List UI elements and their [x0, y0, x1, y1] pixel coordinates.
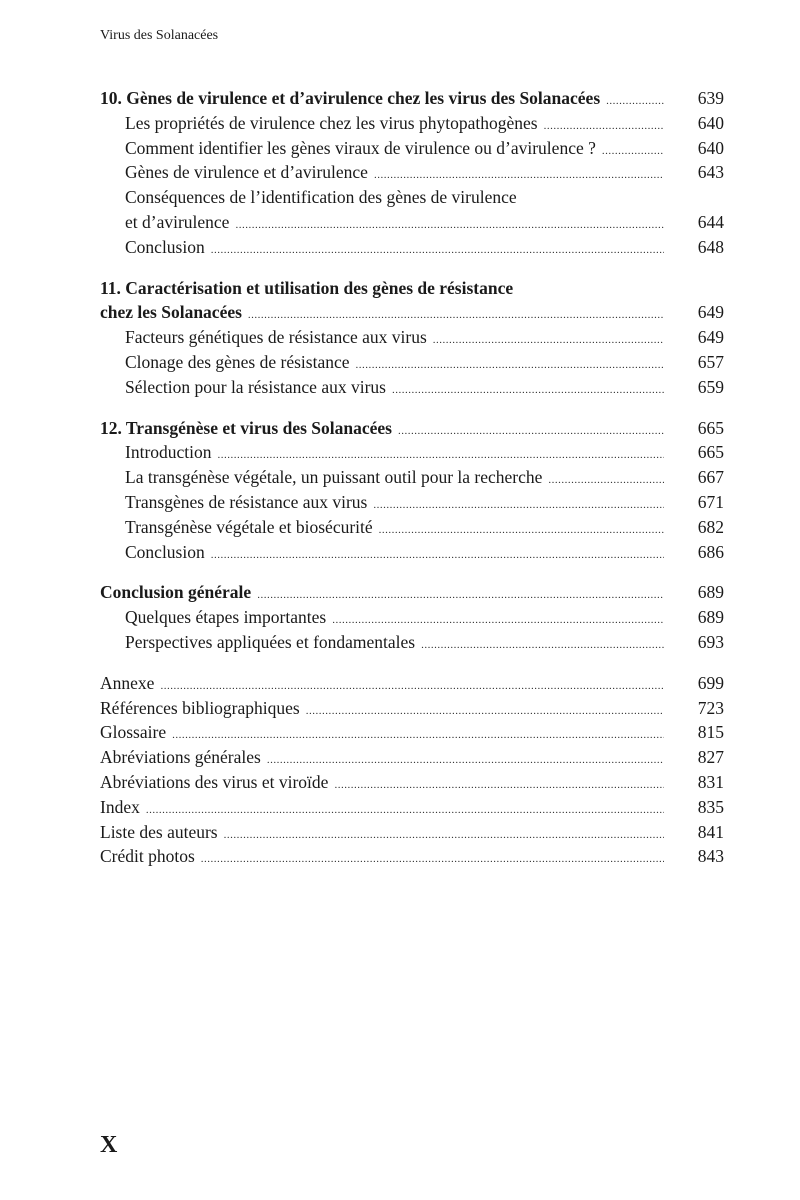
toc-heading[interactable]: [100, 416, 724, 441]
toc-heading[interactable]: [100, 86, 724, 111]
toc-back-entry[interactable]: [100, 770, 724, 795]
dot-leader: [235, 213, 664, 238]
dot-leader: [356, 353, 664, 378]
dot-leader: [379, 518, 664, 543]
toc-page-number: 689: [697, 582, 724, 603]
dot-leader: [548, 468, 664, 493]
toc-page-number: 693: [697, 631, 724, 652]
toc-heading-title-continued: chez les Solanacées: [100, 302, 242, 323]
toc-entry-title: Crédit photos: [100, 846, 195, 867]
toc-entry-title: Gènes de virulence et d’avirulence: [125, 162, 368, 183]
toc-entry-title: La transgénèse végétale, un puissant outil pour la recherche: [125, 467, 543, 488]
toc-page-number: 689: [697, 607, 724, 628]
toc-entry[interactable]: [100, 325, 724, 350]
toc-entry-title: Glossaire: [100, 722, 167, 743]
toc-heading-line2[interactable]: [100, 300, 724, 325]
toc-entry-title: Liste des auteurs: [100, 821, 218, 842]
toc-heading-title: Conclusion générale: [100, 582, 252, 603]
toc-page-number: 648: [697, 236, 724, 257]
dot-leader: [433, 328, 664, 353]
toc-entry-title: Comment identifier les gènes viraux de virulence ou d’avirulence ?: [125, 137, 596, 158]
toc-page-number: 649: [697, 327, 724, 348]
toc-heading-title: 10. Gènes de virulence et d’avirulence chez les virus des Solanacées: [100, 88, 601, 108]
toc-page-number: 723: [697, 697, 724, 718]
table-of-contents: [100, 86, 724, 885]
toc-page-number: 682: [697, 516, 724, 537]
toc-page-number: 827: [697, 747, 724, 768]
toc-page-number: 649: [697, 302, 724, 323]
toc-page-number: 686: [697, 541, 724, 562]
toc-page-number: 815: [697, 722, 724, 743]
toc-section-11: [100, 276, 724, 400]
dot-leader: [306, 699, 664, 724]
toc-page-number: 667: [697, 467, 724, 488]
toc-page-number: 657: [697, 351, 724, 372]
toc-entry[interactable]: [100, 136, 724, 161]
toc-page-number: 665: [697, 417, 724, 438]
dot-leader: [146, 798, 664, 823]
toc-page-number: 643: [697, 162, 724, 183]
dot-leader: [334, 773, 664, 798]
toc-entry-title: Sélection pour la résistance aux virus: [125, 376, 386, 397]
dot-leader: [398, 419, 664, 444]
toc-page-number: 640: [697, 137, 724, 158]
toc-page-number: 659: [697, 376, 724, 397]
toc-entry-title: Transgénèse végétale et biosécurité: [125, 516, 373, 537]
toc-back-entry[interactable]: [100, 795, 724, 820]
toc-entry-title: Conclusion: [125, 541, 205, 562]
toc-page-number: 671: [697, 491, 724, 512]
toc-entry-title: Annexe: [100, 672, 155, 693]
toc-entry-title: Abréviations générales: [100, 747, 261, 768]
dot-leader: [373, 493, 664, 518]
toc-page-number: 835: [697, 796, 724, 817]
toc-entry[interactable]: [100, 375, 724, 400]
toc-back-entry[interactable]: [100, 671, 724, 696]
toc-entry-title: Abréviations des virus et viroïde: [100, 771, 329, 792]
toc-entry[interactable]: [100, 160, 724, 185]
toc-entry[interactable]: [100, 350, 724, 375]
toc-entry[interactable]: [100, 605, 724, 630]
toc-heading-line1[interactable]: [100, 276, 724, 301]
toc-back-entry[interactable]: [100, 720, 724, 745]
toc-page-number: 843: [697, 846, 724, 867]
toc-back-entry[interactable]: [100, 696, 724, 721]
toc-entry-line1[interactable]: [100, 185, 724, 210]
toc-entry-title: Conclusion: [125, 236, 205, 257]
dot-leader: [392, 378, 664, 403]
toc-back-entry[interactable]: [100, 844, 724, 869]
toc-entry[interactable]: [100, 540, 724, 565]
toc-back-matter: [100, 671, 724, 869]
toc-entry-title: Clonage des gènes de résistance: [125, 351, 350, 372]
toc-heading-title: 11. Caractérisation et utilisation des gènes de résistance: [100, 277, 514, 298]
toc-entry[interactable]: [100, 630, 724, 655]
toc-entry-title: Les propriétés de virulence chez les virus phytopathogènes: [125, 112, 538, 133]
toc-entry-title: Index: [100, 796, 140, 817]
dot-leader: [224, 823, 664, 848]
toc-entry[interactable]: [100, 465, 724, 490]
toc-page-number: 644: [697, 211, 724, 232]
toc-section-12: [100, 416, 724, 565]
toc-entry-title: Introduction: [125, 442, 212, 463]
dot-leader: [211, 238, 664, 263]
toc-page-number: 831: [697, 771, 724, 792]
toc-entry[interactable]: [100, 235, 724, 260]
toc-entry[interactable]: [100, 111, 724, 136]
running-head: Virus des Solanacées: [100, 28, 219, 43]
dot-leader: [211, 543, 664, 568]
toc-back-entry[interactable]: [100, 745, 724, 770]
toc-section-10: [100, 86, 724, 260]
toc-entry-line2[interactable]: [100, 210, 724, 235]
toc-heading-title: 12. Transgénèse et virus des Solanacées: [100, 417, 392, 438]
toc-entry-title-continued: et d’avirulence: [125, 211, 230, 232]
toc-page-number: 640: [697, 112, 724, 133]
folio-page-number: X: [100, 1132, 118, 1158]
toc-heading[interactable]: [100, 580, 724, 605]
toc-page-number: 699: [697, 672, 724, 693]
toc-page-number: 841: [697, 821, 724, 842]
toc-page-number: 639: [697, 88, 724, 108]
toc-entry[interactable]: [100, 490, 724, 515]
toc-entry-title: Transgènes de résistance aux virus: [125, 491, 368, 512]
dot-leader: [602, 139, 664, 164]
toc-entry[interactable]: [100, 440, 724, 465]
toc-entry-title: Facteurs génétiques de résistance aux virus: [125, 327, 427, 348]
dot-leader: [421, 633, 664, 658]
dot-leader: [606, 89, 664, 114]
toc-entry-title: Conséquences de l’identification des gènes de virulence: [125, 187, 517, 208]
toc-entry[interactable]: [100, 515, 724, 540]
dot-leader: [201, 847, 664, 872]
toc-page-number: 665: [697, 442, 724, 463]
toc-entry-title: Références bibliographiques: [100, 697, 300, 718]
toc-section-conclusion: [100, 580, 724, 654]
toc-back-entry[interactable]: [100, 820, 724, 845]
toc-entry-title: Quelques étapes importantes: [125, 607, 327, 628]
toc-entry-title: Perspectives appliquées et fondamentales: [125, 631, 416, 652]
